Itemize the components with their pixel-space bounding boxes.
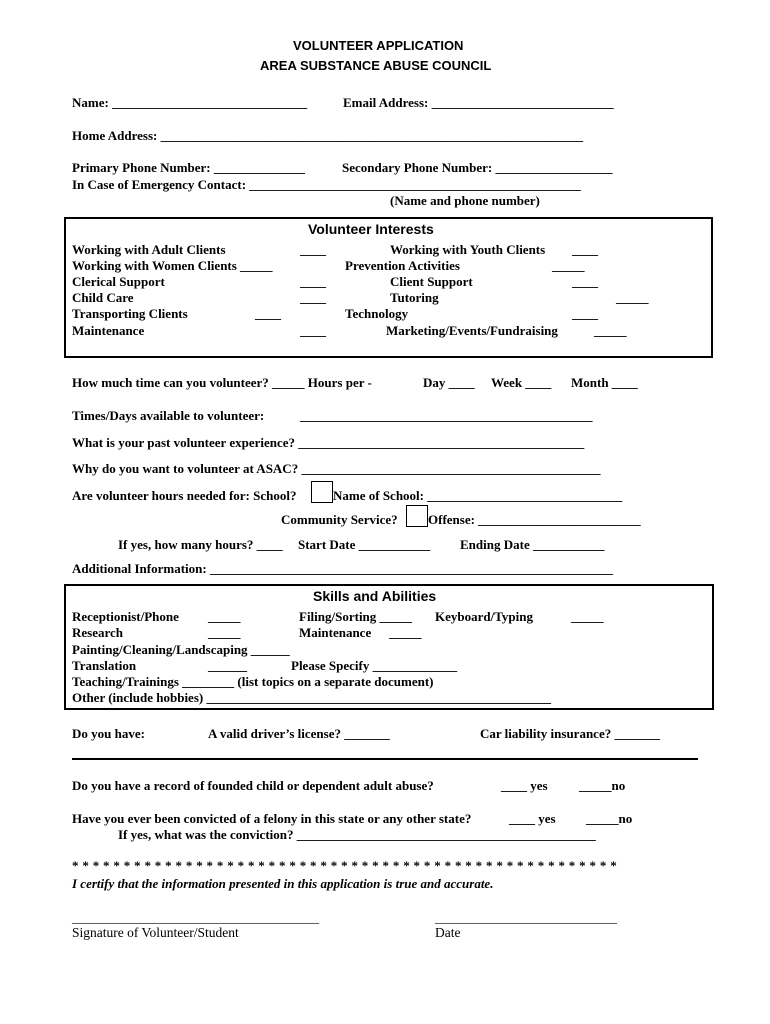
skill-please-specify[interactable]: Please Specify _____________ — [291, 658, 458, 673]
interest-marketing: Marketing/Events/Fundraising — [386, 323, 558, 338]
skill-translation-blank[interactable]: ______ — [208, 658, 247, 673]
skill-filing[interactable]: Filing/Sorting _____ — [299, 609, 413, 624]
interest-youth-clients: Working with Youth Clients — [390, 242, 546, 257]
interest-child-care: Child Care — [72, 290, 134, 305]
interest-prevention-blank[interactable]: _____ — [552, 258, 585, 273]
abuse-yes-field[interactable]: ____ yes — [501, 778, 548, 793]
times-days-field[interactable]: _____________________________________________ — [300, 408, 593, 423]
interest-prevention: Prevention Activities — [345, 258, 460, 273]
interest-technology-blank[interactable]: ____ — [572, 306, 598, 321]
interest-clerical: Clerical Support — [72, 274, 165, 289]
interest-transporting-blank[interactable]: ____ — [255, 306, 281, 321]
interest-maintenance-blank[interactable]: ____ — [300, 323, 326, 338]
skill-research-blank[interactable]: _____ — [208, 625, 241, 640]
skill-keyboard: Keyboard/Typing — [435, 609, 534, 624]
interest-transporting: Transporting Clients — [72, 306, 188, 321]
signature-line[interactable]: ______________________________________ — [72, 910, 319, 925]
skill-maintenance: Maintenance — [299, 625, 372, 640]
community-service-label: Community Service? — [281, 512, 398, 527]
volunteer-interests-title: Volunteer Interests — [308, 221, 434, 237]
interest-tutoring-blank[interactable]: _____ — [616, 290, 649, 305]
skill-keyboard-blank[interactable]: _____ — [571, 609, 604, 624]
car-insurance-field[interactable]: Car liability insurance? _______ — [480, 726, 660, 741]
past-experience-field[interactable]: What is your past volunteer experience? ____________________________________________ — [72, 435, 585, 450]
skill-receptionist-blank[interactable]: _____ — [208, 609, 241, 624]
per-day-field[interactable]: Day ____ — [423, 375, 475, 390]
abuse-question: Do you have a record of founded child or dependent adult abuse? — [72, 778, 434, 793]
times-days-label: Times/Days available to volunteer: — [72, 408, 265, 423]
skill-translation: Translation — [72, 658, 137, 673]
per-week-field[interactable]: Week ____ — [491, 375, 552, 390]
per-month-field[interactable]: Month ____ — [571, 375, 638, 390]
skill-other[interactable]: Other (include hobbies) _____________________________________________________ — [72, 690, 551, 705]
interest-adult-clients: Working with Adult Clients — [72, 242, 226, 257]
interest-tutoring: Tutoring — [390, 290, 439, 305]
end-date-field[interactable]: Ending Date ___________ — [460, 537, 605, 552]
skills-title: Skills and Abilities — [313, 588, 437, 604]
interest-maintenance: Maintenance — [72, 323, 145, 338]
interest-client-support: Client Support — [390, 274, 473, 289]
hours-count-field[interactable]: If yes, how many hours? ____ — [118, 537, 283, 552]
secondary-phone-field[interactable]: Secondary Phone Number: __________________ — [342, 160, 613, 175]
skill-receptionist: Receptionist/Phone — [72, 609, 179, 624]
name-field[interactable]: Name: ______________________________ — [72, 95, 308, 110]
felony-question: Have you ever been convicted of a felony in this state or any other state? — [72, 811, 472, 826]
signature-label: Signature of Volunteer/Student — [72, 925, 239, 940]
home-address-field[interactable]: Home Address: _________________________________________________________________ — [72, 128, 584, 143]
star-divider: * * * * * * * * * * * * * * * * * * * * * * * * * * * * * * * * * * * * * * * * * * * * * * * * * * * * * — [72, 858, 617, 873]
interest-client-support-blank[interactable]: ____ — [572, 274, 598, 289]
drivers-license-field[interactable]: A valid driver’s license? _______ — [208, 726, 390, 741]
skill-maintenance-blank[interactable]: _____ — [389, 625, 422, 640]
community-service-checkbox[interactable] — [406, 505, 428, 527]
email-field[interactable]: Email Address: ____________________________ — [343, 95, 614, 110]
skill-painting[interactable]: Painting/Cleaning/Landscaping ______ — [72, 642, 290, 657]
certify-statement: I certify that the information presented in this application is true and accurate. — [72, 876, 494, 891]
felony-no-field[interactable]: _____no — [586, 811, 633, 826]
emergency-note: (Name and phone number) — [390, 193, 540, 208]
time-available-field[interactable]: How much time can you volunteer? _____ Hours per - — [72, 375, 372, 390]
skill-research: Research — [72, 625, 124, 640]
primary-phone-field[interactable]: Primary Phone Number: ______________ — [72, 160, 305, 175]
start-date-field[interactable]: Start Date ___________ — [298, 537, 431, 552]
date-line[interactable]: ____________________________ — [435, 910, 617, 925]
interest-marketing-blank[interactable]: _____ — [594, 323, 627, 338]
felony-yes-field[interactable]: ____ yes — [509, 811, 556, 826]
interest-women-clients: Working with Women Clients _____ — [72, 258, 273, 273]
school-checkbox[interactable] — [311, 481, 333, 503]
interest-child-care-blank[interactable]: ____ — [300, 290, 326, 305]
emergency-contact-field[interactable]: In Case of Emergency Contact: ___________________________________________________ — [72, 177, 581, 192]
offense-field[interactable]: Offense: _________________________ — [428, 512, 641, 527]
why-volunteer-field[interactable]: Why do you want to volunteer at ASAC? ______________________________________________ — [72, 461, 601, 476]
interest-adult-clients-blank[interactable]: ____ — [300, 242, 326, 257]
abuse-no-field[interactable]: _____no — [579, 778, 626, 793]
org-name: AREA SUBSTANCE ABUSE COUNCIL — [260, 58, 492, 73]
additional-info-field[interactable]: Additional Information: ______________________________________________________________ — [72, 561, 613, 576]
school-name-field[interactable]: Name of School: ______________________________ — [333, 488, 623, 503]
section-divider — [72, 758, 698, 760]
interest-technology: Technology — [345, 306, 409, 321]
skill-teaching[interactable]: Teaching/Trainings ________ (list topics on a separate document) — [72, 674, 434, 689]
form-title: VOLUNTEER APPLICATION — [293, 38, 464, 53]
do-you-have-label: Do you have: — [72, 726, 145, 741]
interest-clerical-blank[interactable]: ____ — [300, 274, 326, 289]
conviction-field[interactable]: If yes, what was the conviction? ______________________________________________ — [118, 827, 596, 842]
hours-needed-label: Are volunteer hours needed for: School? — [72, 488, 297, 503]
interest-youth-clients-blank[interactable]: ____ — [572, 242, 598, 257]
date-label: Date — [435, 925, 461, 940]
